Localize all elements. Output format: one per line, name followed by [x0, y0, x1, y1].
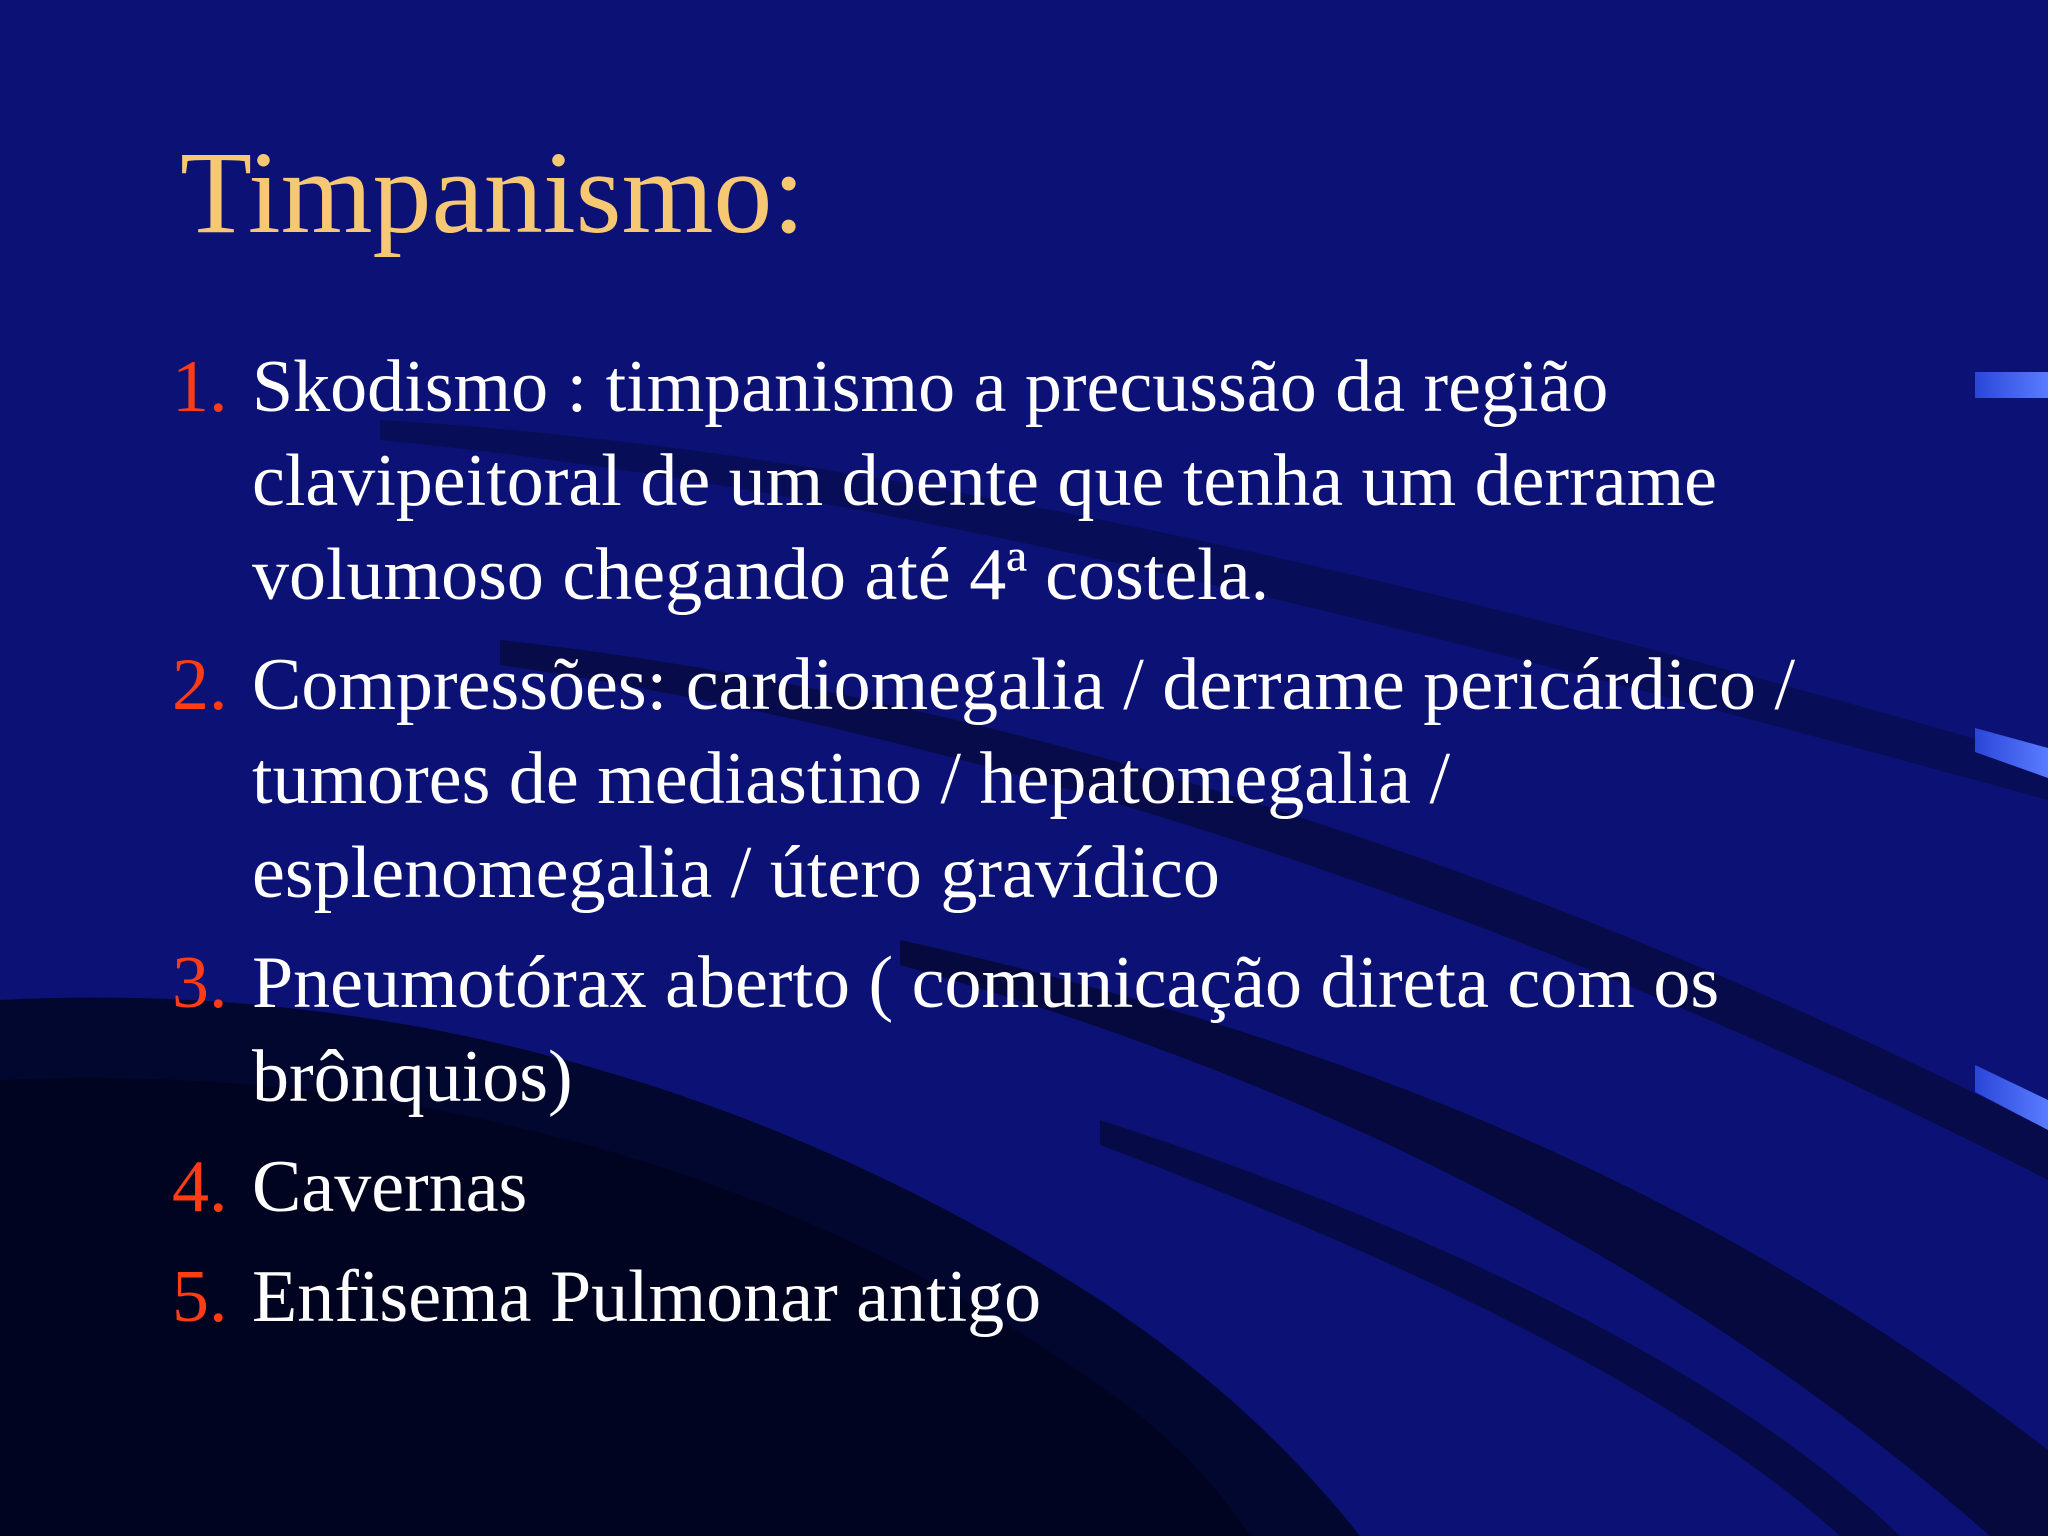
- list-item-4: [172, 1140, 1872, 1234]
- list-number: 3.: [172, 942, 228, 1024]
- list-item-1: [172, 340, 1872, 622]
- numbered-list: [172, 340, 1872, 1360]
- list-item-text: Cavernas: [252, 1146, 528, 1228]
- list-item-text: Pneumotórax aberto ( comunicação direta com os brônquios): [252, 942, 1720, 1118]
- list-item-text: Skodismo : timpanismo a precussão da região clavipeitoral de um doente que tenha um derrame volumoso chegando até 4ª costela.: [252, 346, 1718, 616]
- list-item-5: [172, 1250, 1872, 1344]
- list-number: 1.: [172, 346, 228, 428]
- list-number: 5.: [172, 1256, 228, 1338]
- list-item-text: Compressões: cardiomegalia / derrame pericárdico / tumores de mediastino / hepatomegalia / esplenomegalia / útero gravídico: [252, 644, 1796, 914]
- slide-title: Timpanismo:: [180, 127, 806, 258]
- list-item-text: Enfisema Pulmonar antigo: [252, 1256, 1042, 1338]
- list-number: 2.: [172, 644, 228, 726]
- list-item-2: [172, 638, 1872, 920]
- list-number: 4.: [172, 1146, 228, 1228]
- list-item-3: [172, 936, 1872, 1124]
